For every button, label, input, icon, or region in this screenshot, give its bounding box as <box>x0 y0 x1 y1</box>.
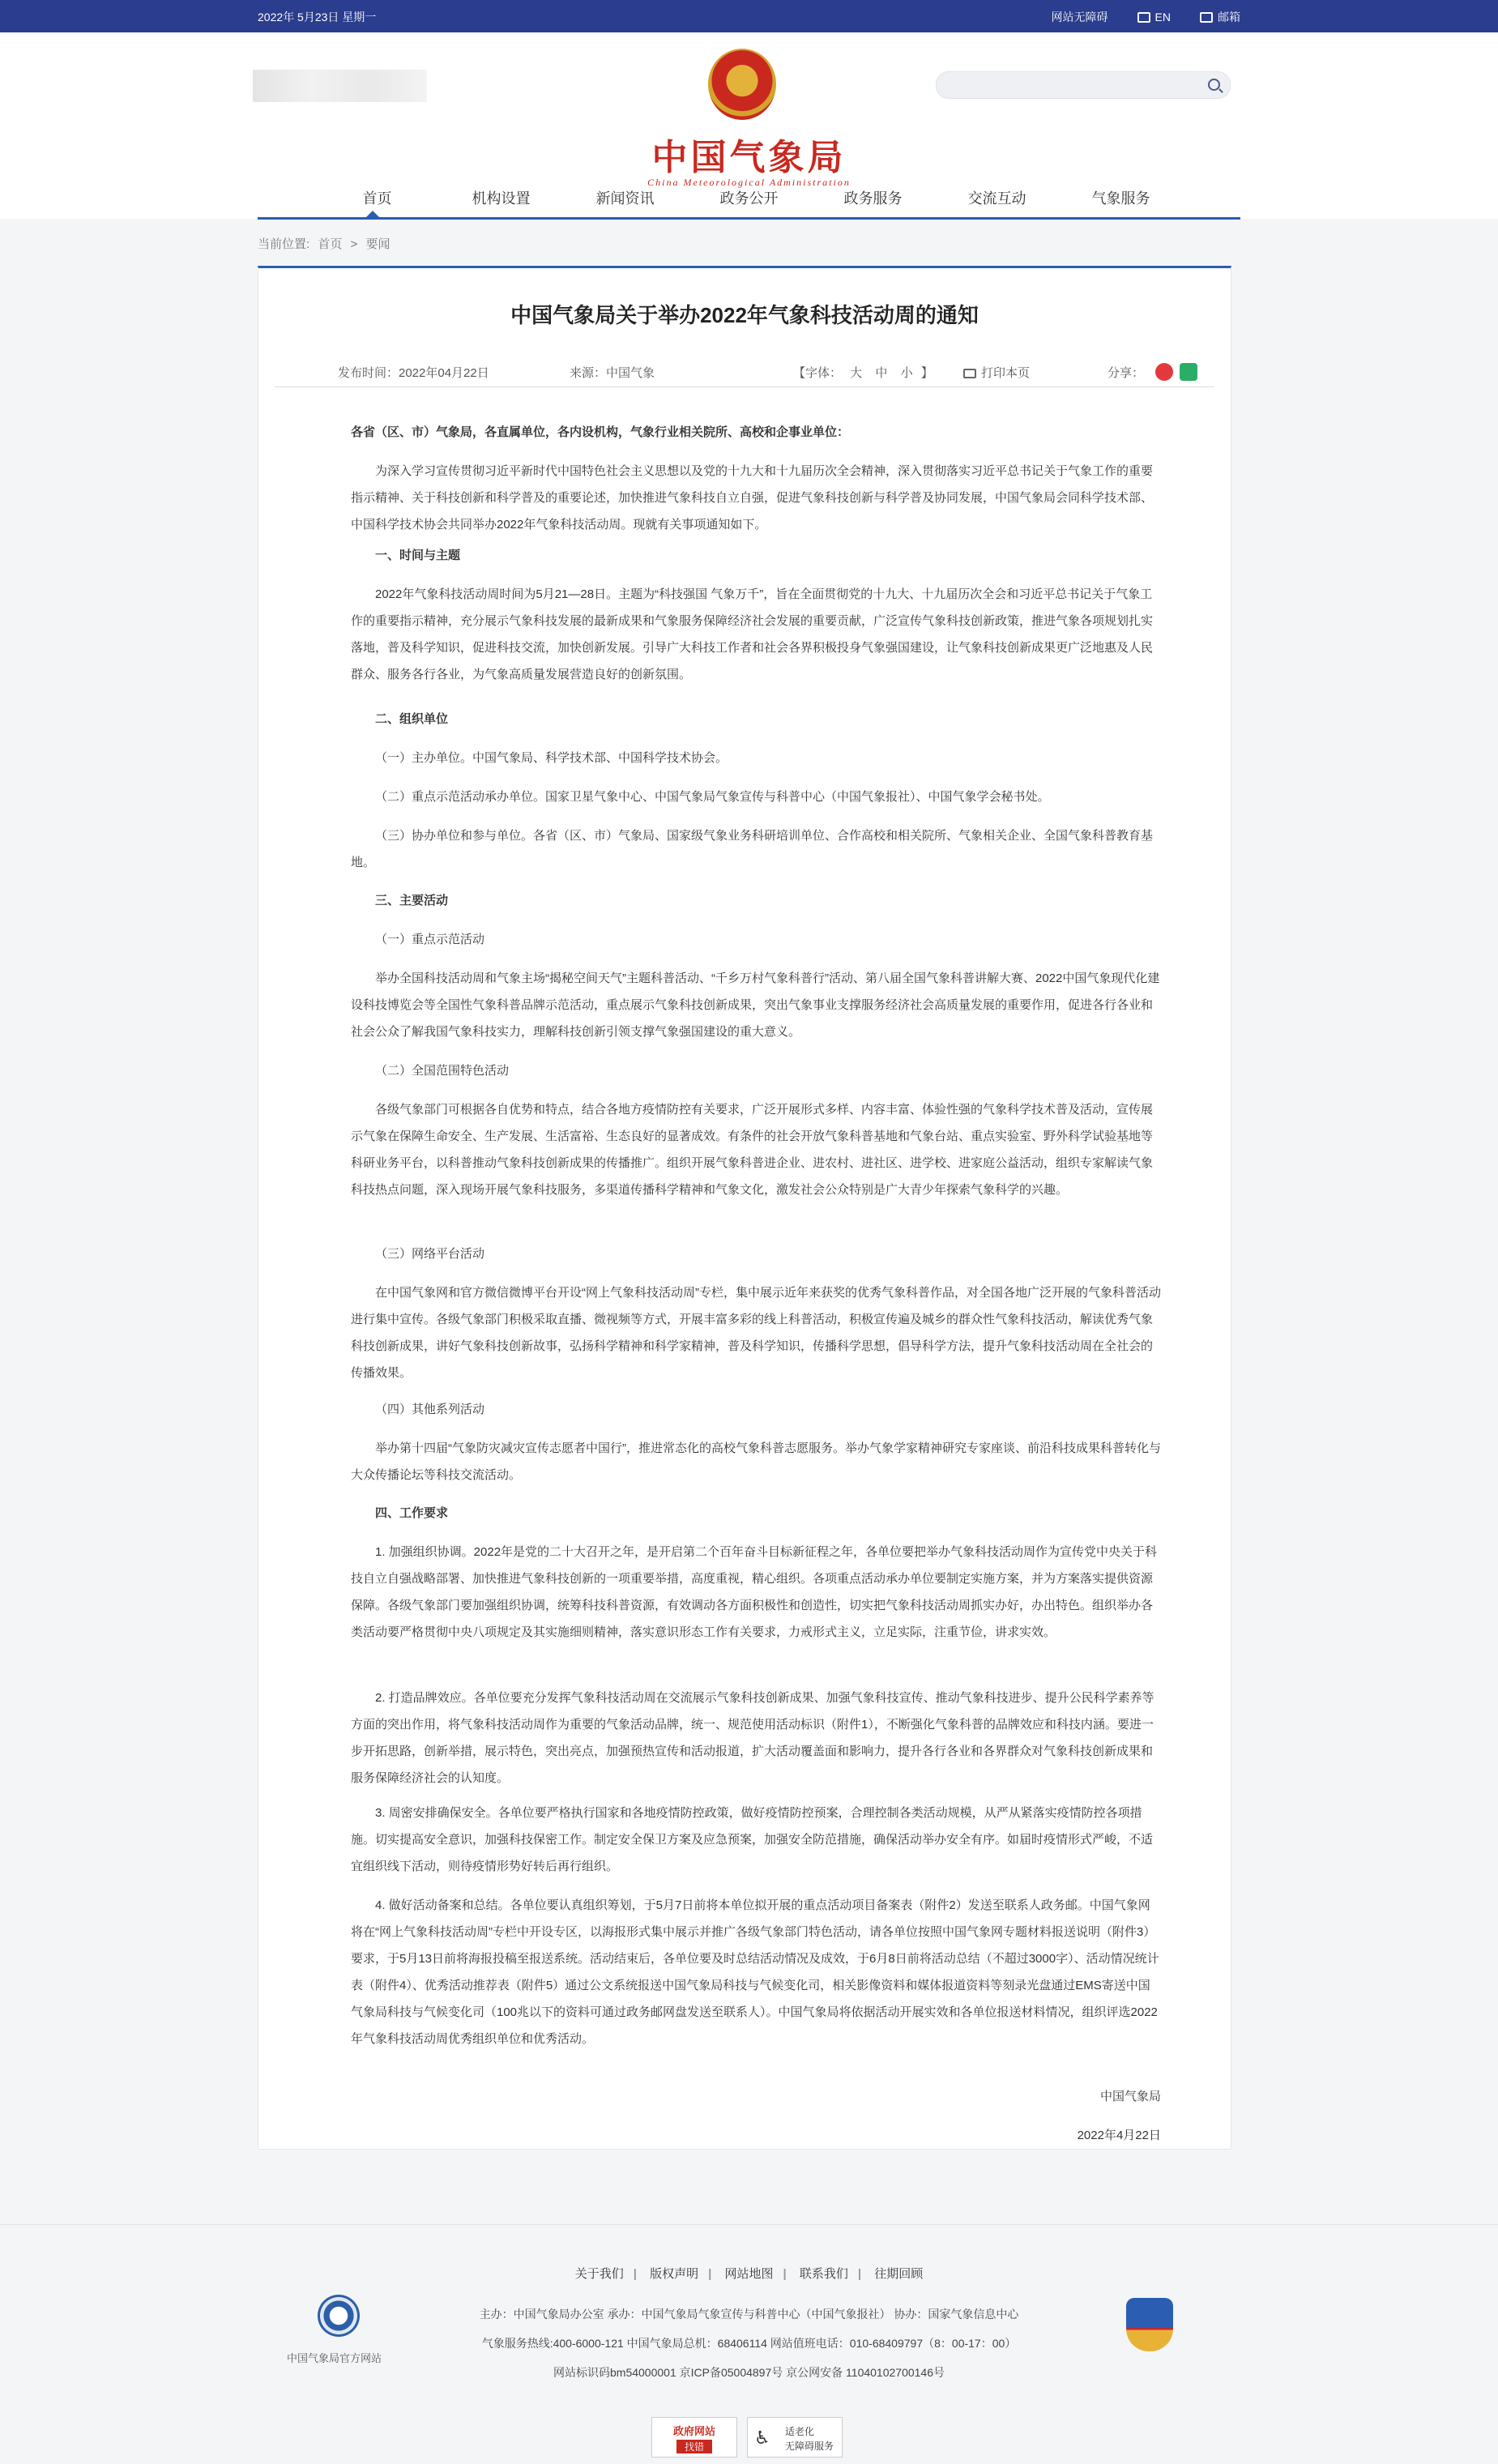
font-size-label: 【字体： <box>793 366 843 380</box>
section-heading: 二、组织单位 <box>375 712 449 726</box>
national-emblem-icon <box>708 49 776 120</box>
footer-separator: | <box>708 2267 712 2281</box>
nav-underline <box>258 217 1240 220</box>
paragraph: 2022年气象科技活动周时间为5月21—28日。主题为“科技强国 气象万千”，旨在全面贯彻党的十九大、十九届历次全会和习近平总书记关于气象工作的重要指示精神，充分展示气象科技发展的最新成果和气象服务保障经济社会发展的重要贡献，广泛宣传气象科技创新政策，推进气象各项规划扎实落地，普及科学知识，促进科技交流，加快创新发展。引导广大科技工作者和社会各界积极投身气象强国建设，让气象科技创新成果更广泛地惠及人民群众、服务各行各业，为气象高质量发展营造良好的创新氛围。 <box>351 587 1154 681</box>
font-size-control <box>793 364 933 381</box>
breadcrumb-label: 当前位置: <box>258 237 310 251</box>
font-medium-button[interactable]: 中 <box>875 366 888 380</box>
footer-separator: | <box>633 2267 637 2281</box>
breadcrumb-home[interactable]: 首页 <box>318 237 343 251</box>
current-date: 2022年 5月23日 星期一 <box>258 11 377 23</box>
footer-sponsor: 主办：中国气象局办公室 承办：中国气象局气象宣传与科普中心（中国气象报社） 协办：国家气象信息中心 <box>479 2308 1019 2321</box>
nav-weather-services[interactable]: 气象服务 <box>1091 190 1150 207</box>
footer-link-about[interactable]: 关于我们 <box>574 2267 624 2281</box>
article-meta <box>275 359 1214 387</box>
paragraph: 3. 周密安排确保安全。各单位要严格执行国家和各地疫情防控政策，做好疫情防控预案，合理控制各类活动规模，从严从紧落实疫情防控各项措施。切实提高安全意识，加强科技保密工作。制定安全保卫方案及应急预案，加强安全防范措施，确保活动举办安全有序。如届时疫情形式严峻，不适宜组织线下活动，则待疫情形势好转后再行组织。 <box>351 1806 1154 1873</box>
public-institution-badge-icon[interactable] <box>1126 2298 1173 2351</box>
top-bar-links <box>1052 9 1240 25</box>
blurred-logo <box>253 70 427 102</box>
footer-separator: | <box>857 2267 862 2281</box>
section-heading: 三、主要活动 <box>375 894 449 907</box>
top-bar <box>0 0 1498 32</box>
footer-links <box>0 2265 1498 2282</box>
language-icon <box>1137 12 1150 23</box>
subsection-heading: （四）其他系列活动 <box>375 1403 485 1416</box>
official-site-label: 中国气象局官方网站 <box>287 2352 382 2364</box>
paragraph: （二）重点示范活动承办单位。国家卫星气象中心、中国气象局气象宣传与科普中心（中国气象报社）、中国气象学会秘书处。 <box>375 790 1050 804</box>
footer-link-sitemap[interactable]: 网站地图 <box>724 2267 774 2281</box>
footer-link-copyright[interactable]: 版权声明 <box>650 2267 699 2281</box>
article-source: 来源：中国气象 <box>570 366 655 380</box>
site-name-en: China Meteorological Administration <box>647 177 851 188</box>
footer-link-archive[interactable]: 往期回顾 <box>874 2267 924 2281</box>
paragraph: 1. 加强组织协调。2022年是党的二十大召开之年，是开启第二个百年奋斗目标新征程之年，各单位要把举办气象科技活动周作为宣传党中央关于科技自立自强战略部署、加快推进气象科技创新的一项重要举措，高度重视，精心组织。各项重点活动承办单位要制定实施方案，并为方案落实提供资源保障。各级气象部门要加强组织协调，统筹科技科普资源，有效调动各方面积极性和创造性，切实把气象科技活动周抓实办好，办出特色。组织举办各类活动要严格贯彻中央八项规定及其实施细则精神，落实意识形态工作有关要求，力戒形式主义，立足实际，注重节俭，讲求实效。 <box>351 1545 1158 1639</box>
paragraph: 2. 打造品牌效应。各单位要充分发挥气象科技活动周在交流展示气象科技创新成果、加强气象科技宣传、推动气象科技进步、提升公民科学素养等方面的突出作用，将气象科技活动周作为重要的气象活动品牌，统一、规范使用活动标识（附件1），不断强化气象科普的品牌效应和科技内涵。要进一步开拓思路，创新举措，展示特色，突出亮点，加强预热宣传和活动报道，扩大活动覆盖面和影响力，提升各行各业和各界群众对气象科技创新成果和服务保障经济社会的认知度。 <box>351 1691 1154 1785</box>
paragraph: 4. 做好活动备案和总结。各单位要认真组织筹划，于5月7日前将本单位拟开展的重点活动项目备案表（附件2）发送至联系人政务邮。中国气象网将在“网上气象科技活动周”专栏中开设专区，以海报形式集中展示并推广各级气象部门特色活动，请各单位按照中国气象网专题材料报送说明（附件3）要求，于5月13日前将海报投稿至报送系统。活动结束后，各单位要及时总结活动情况及成效，于6月8日前将活动总结（不超过3000字）、活动情况统计表（附件4）、优秀活动推荐表（附件5）通过公文系统报送中国气象局科技与气候变化司，相关影像资料和媒体报道资料等刻录光盘通过EMS寄送中国气象局科技与气候变化司（100兆以下的资料可通过政务邮网盘发送至联系人）。中国气象局将依据活动开展实效和各单位报送材料情况，组织评选2022年气象科技活动周优秀组织单位和优秀活动。 <box>351 1898 1159 2046</box>
footer-link-contact[interactable]: 联系我们 <box>799 2267 848 2281</box>
nav-institutions[interactable]: 机构设置 <box>472 190 531 207</box>
paragraph: 举办第十四届“气象防灾减灾宣传志愿者中国行”，推进常态化的高校气象科普志愿服务。举办气象学家精神研究专家座谈、前沿科技成果科普转化与大众传播论坛等科技交流活动。 <box>351 1441 1161 1482</box>
font-size-end: 】 <box>920 366 933 380</box>
footer-contact: 气象服务热线:400-6000-121 中国气象局总机：68406114 网站值班电话：010-68409797（8：00-17：00） <box>481 2337 1017 2350</box>
salutation: 各省（区、市）气象局，各直属单位，各内设机构，气象行业相关院所、高校和企事业单位： <box>351 425 850 439</box>
section-heading: 四、工作要求 <box>375 1506 449 1520</box>
site-name[interactable]: 中国气象局 <box>651 137 847 178</box>
signature: 中国气象局 <box>1099 2090 1161 2103</box>
section-heading: 一、时间与主题 <box>375 549 461 562</box>
subsection-heading: （一）重点示范活动 <box>375 933 485 946</box>
publish-time: 发布时间：2022年04月22日 <box>338 366 489 380</box>
active-nav-marker-icon <box>366 211 379 217</box>
subsection-heading: （二）全国范围特色活动 <box>375 1064 510 1078</box>
gov-site-error-badge[interactable]: 政府网站 找错 <box>651 2417 737 2458</box>
breadcrumb <box>258 235 395 252</box>
paragraph: 举办全国科技活动周和气象主场“揭秘空间天气”主题科普活动、“千乡万村气象科普行”活动、第八届全国气象科普讲解大赛、2022中国气象现代化建设科技博览会等全国性气象科普品牌示范活动，重点展示气象科技创新成果，突出气象事业支撑服务经济社会高质量发展的重要作用，促进各行各业和社会公众了解我国气象科技实力，理解科技创新引领支撑气象强国建设的重大意义。 <box>351 972 1160 1039</box>
subsection-heading: （三）网络平台活动 <box>375 1247 485 1261</box>
font-large-button[interactable]: 大 <box>850 366 863 380</box>
breadcrumb-separator: > <box>350 237 358 251</box>
nav-news[interactable]: 新闻资讯 <box>595 190 655 207</box>
search-icon[interactable] <box>1208 79 1220 91</box>
paragraph: 为深入学习宣传贯彻习近平新时代中国特色社会主义思想以及党的十九大和十九届历次全会精神，深入贯彻落实习近平总书记关于气象工作的重要指示精神、关于科技创新和科学普及的重要论述，加快推进气象科技自立自强，促进气象科技创新与科学普及协同发展，中国气象局会同科学技术部、中国科学技术协会共同举办2022年气象科技活动周。现就有关事项通知如下。 <box>351 464 1154 532</box>
mail-icon <box>1200 12 1213 23</box>
footer-icp: 网站标识码bm54000001 京ICP备05004897号 京公网安备 11040102700146号 <box>553 2366 945 2379</box>
nav-services[interactable]: 政务服务 <box>843 190 903 207</box>
print-icon <box>963 369 976 378</box>
nav-government-affairs[interactable]: 政务公开 <box>719 190 779 207</box>
article-title: 中国气象局关于举办2022年气象科技活动周的通知 <box>510 303 979 327</box>
share-label: 分享： <box>1107 366 1145 380</box>
search-box[interactable] <box>936 71 1231 99</box>
accessibility-badge[interactable]: ♿ 适老化 无障碍服务 <box>747 2417 843 2458</box>
print-button[interactable]: 打印本页 <box>963 364 1030 381</box>
paragraph: 各级气象部门可根据各自优势和特点，结合各地方疫情防控有关要求，广泛开展形式多样、内容丰富、体验性强的气象科学技术普及活动，宣传展示气象在保障生命安全、生产发展、生活富裕、生态良好的显著成效。有条件的社会开放气象科普基地和气象台站、重点实验室、野外科学试验基地等科研业务平台，以科普推动气象科技创新成果的传播推广。组织开展气象科普进企业、进农村、进社区、进学校、进家庭公益活动，组织专家解读气象科技热点问题，深入现场开展气象科技服务，多渠道传播科学精神和气象文化，激发社会公众特别是广大青少年探索气象科学的兴趣。 <box>351 1103 1154 1197</box>
accessibility-link[interactable]: 网站无障碍 <box>1051 11 1108 23</box>
english-link[interactable]: EN <box>1137 11 1171 23</box>
footer-separator: | <box>783 2267 787 2281</box>
paragraph: 在中国气象网和官方微信微博平台开设“网上气象科技活动周”专栏，集中展示近年来获奖的优秀气象科普作品，对全国各地广泛开展的气象科普活动进行集中宣传。各级气象部门积极采取直播、微视频等方式，开展丰富多彩的线上科普活动，积极宣传遍及城乡的群众性气象科技活动，解读优秀气象科技创新成果，讲好气象科技创新故事，弘扬科学精神和科学家精神，普及科学知识，传播科学思想，倡导科学方法，提升气象科技活动周在全社会的传播效果。 <box>351 1286 1161 1380</box>
wechat-share-icon[interactable] <box>1180 363 1197 381</box>
paragraph: （一）主办单位。中国气象局、科学技术部、中国科学技术协会。 <box>375 751 728 765</box>
paragraph: （三）协办单位和参与单位。各省（区、市）气象局、国家级气象业务科研培训单位、合作高校和相关院所、气象相关企业、全国气象科普教育基地。 <box>351 829 1154 869</box>
wheelchair-icon: ♿ <box>754 2428 770 2448</box>
breadcrumb-current[interactable]: 要闻 <box>365 237 391 251</box>
weibo-share-icon[interactable] <box>1155 363 1173 381</box>
nav-home[interactable]: 首页 <box>362 190 392 207</box>
nav-interaction[interactable]: 交流互动 <box>967 190 1026 207</box>
cma-logo-icon <box>318 2295 360 2337</box>
signature-date: 2022年4月22日 <box>1077 2129 1161 2142</box>
mail-link[interactable]: 邮箱 <box>1200 9 1240 25</box>
font-small-button[interactable]: 小 <box>900 366 913 380</box>
article-panel <box>258 266 1231 2150</box>
